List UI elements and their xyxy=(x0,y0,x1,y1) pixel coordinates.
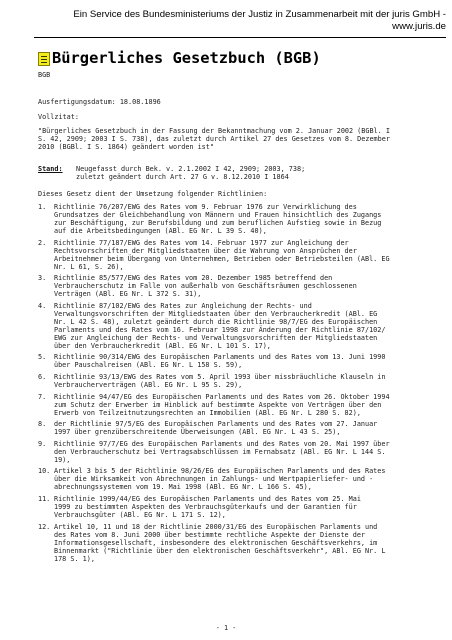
list-item-line: Grundsatzes der Gleichbehandlung von Männern und Frauen hinsichtlich des Zugangs xyxy=(54,211,382,219)
stand-text xyxy=(76,165,305,181)
page-header xyxy=(40,9,446,33)
list-item-line: Nr. L 42 S. 48), zuletzt geändert durch die Richtlinie 98/7/EG des Europäischen xyxy=(54,317,378,326)
list-item xyxy=(38,420,448,436)
header-url[interactable]: www.juris.de xyxy=(392,21,446,32)
list-item-line: der Richtlinie 97/5/EG des Europäischen Parlaments und des Rates vom 27. Januar xyxy=(54,420,378,429)
vollzitat-line: S. 42, 2909; 2003 I S. 738), das zuletzt durch Artikel 27 des Gesetzes vom 8. Dezember xyxy=(38,135,390,143)
execution-date: Ausfertigungsdatum: 18.08.1896 xyxy=(38,98,161,106)
list-item-number: 7. xyxy=(38,392,47,401)
list-item-line: Richtlinie 1999/44/EG des Europäischen Parlaments und des Rates vom 25. Mai xyxy=(54,494,361,503)
vollzitat-line: 2010 (BGBl. I S. 1864) geändert worden ist" xyxy=(38,143,214,151)
list-item-number: 10. xyxy=(38,467,51,476)
list-item-line: 1997 über grenzüberschreitende Überweisungen (ABl. EG Nr. L 43 S. 25), xyxy=(54,428,341,437)
list-item-number: 11. xyxy=(38,494,51,503)
list-item-number: 1. xyxy=(38,203,47,211)
list-item xyxy=(38,353,448,369)
list-item-number: 8. xyxy=(38,420,47,429)
list-item-line: Richtlinie 90/314/EWG des Europäischen Parlaments und des Rates vom 13. Juni 1990 xyxy=(54,353,386,362)
list-item-number: 5. xyxy=(38,353,47,362)
list-item-line: Erwerb von Teilzeitnutzungsrechten an Immobilien (ABl. EG Nr. L 280 S. 82), xyxy=(54,408,361,417)
list-item-line: Arbeitnehmer beim Übergang von Unternehmen, Betrieben oder Betriebsteilen (ABl. EG xyxy=(54,254,390,263)
page-title: Bürgerliches Gesetzbuch (BGB) xyxy=(52,49,321,67)
list-item-line: Rechtsvorschriften der Mitgliedstaaten über die Wahrung von Ansprüchen der xyxy=(54,246,357,255)
vollzitat-label: Vollzitat: xyxy=(38,113,79,121)
page-number: - 1 - xyxy=(215,624,237,632)
list-item-line: auf die Arbeitsbedingungen (ABl. EG Nr. L 39 S. 40), xyxy=(54,227,267,235)
intro-text: Dieses Gesetz dient der Umsetzung folgender Richtlinien: xyxy=(38,190,268,198)
list-item-line: Verbraucherverträgen (ABl. EG Nr. L 95 S. 29), xyxy=(54,380,243,389)
vollzitat-line: "Bürgerliches Gesetzbuch in der Fassung der Bekanntmachung vom 2. Januar 2002 (BGBl. I xyxy=(38,127,390,135)
list-item-line: Richtlinie 76/207/EWG des Rates vom 9. Februar 1976 zur Verwirklichung des xyxy=(54,203,357,211)
list-item-line: Binnenmarkt ("Richtlinie über den elektronischen Geschäftsverkehr", ABl. EG Nr. L xyxy=(54,546,386,555)
list-item-line: Richtlinie 87/102/EWG des Rates zur Angleichung der Rechts- und xyxy=(54,301,312,310)
list-item-line: EWG zur Angleichung der Rechts- und Verwaltungsvorschriften der Mitgliedstaaten xyxy=(54,333,378,342)
list-item-line: den Verbraucherschutz bei Vertragsabschlüssen im Fernabsatz (ABl. EG Nr. L 144 S. xyxy=(54,447,386,456)
vollzitat-text xyxy=(38,127,444,151)
list-item xyxy=(38,274,448,298)
list-item-line: zum Schutz der Erwerber im Hinblick auf bestimmte Aspekte von Verträgen über den xyxy=(54,400,382,409)
list-item xyxy=(38,373,448,389)
list-item-line: Verbrauchsgüter (ABl. EG Nr. L 171 S. 12), xyxy=(54,510,226,519)
list-item-line: des Rates vom 8. Juni 2000 über bestimmte rechtliche Aspekte der Dienste der xyxy=(54,530,365,539)
list-item-line: Verwaltungsvorschriften der Mitgliedstaaten über den Verbraucherkredit (ABl. EG xyxy=(54,309,378,318)
list-item-line: Artikel 3 bis 5 der Richtlinie 98/26/EG des Europäischen Parlaments und des Rates xyxy=(54,467,386,476)
list-item xyxy=(38,203,448,235)
directive-list xyxy=(38,203,448,566)
stand-line: zuletzt geändert durch Art. 27 G v. 8.12.2010 I 1864 xyxy=(76,173,289,181)
list-item-number: 4. xyxy=(38,301,47,310)
list-item xyxy=(38,495,448,519)
list-item-number: 3. xyxy=(38,274,47,283)
list-item-line: Richtlinie 97/7/EG des Europäischen Parlaments und des Rates vom 20. Mai 1997 über xyxy=(54,439,390,448)
header-service-line: Ein Service des Bundesministeriums der Justiz in Zusammenarbeit mit der juris GmbH - xyxy=(73,9,446,20)
list-item-number: 6. xyxy=(38,372,47,381)
list-item xyxy=(38,523,448,563)
header-divider xyxy=(34,37,446,38)
list-item-number: 2. xyxy=(38,238,47,247)
stand-label: Stand: xyxy=(38,165,63,173)
list-item xyxy=(38,440,448,464)
list-item xyxy=(38,467,448,491)
list-item xyxy=(38,393,448,417)
list-item-line: Richtlinie 94/47/EG des Europäischen Parlaments und des Rates vom 26. Oktober 1994 xyxy=(54,392,390,401)
list-item-line: 178 S. 1), xyxy=(54,554,95,563)
list-item-line: Richtlinie 93/13/EWG des Rates vom 5. April 1993 über missbräuchliche Klauseln in xyxy=(54,372,386,381)
stand-line: Neugefasst durch Bek. v. 2.1.2002 I 42, 2909; 2003, 738; xyxy=(76,165,306,173)
list-item-line: Informationsgesellschaft, insbesondere des elektronischen Geschäftsverkehrs, im xyxy=(54,538,378,547)
list-item-line: Verträgen (ABl. EG Nr. L 372 S. 31), xyxy=(54,290,202,299)
abbreviation: BGB xyxy=(38,71,51,79)
list-item-line: 19), xyxy=(54,455,71,464)
list-item-line: abrechnungssystemen vom 19. Mai 1998 (ABl. EG Nr. L 166 S. 45), xyxy=(54,483,312,492)
list-item-line: zur Beschäftigung, zur Berufsbildung und zum beruflichen Aufstieg sowie in Bezug xyxy=(54,219,382,227)
list-item-line: 1999 zu bestimmten Aspekten des Verbrauchsgüterkaufs und der Garantien für xyxy=(54,502,357,511)
list-item-line: Richtlinie 77/187/EWG des Rates vom 14. Februar 1977 zur Angleichung der xyxy=(54,238,349,247)
list-item-line: Nr. L 61, S. 26), xyxy=(54,262,124,271)
list-item-line: über die Wirksamkeit von Abrechnungen in Zahlungs- und Wertpapierliefer- und - xyxy=(54,475,374,484)
list-item-number: 12. xyxy=(38,522,51,531)
document-icon xyxy=(38,52,50,66)
list-item-line: über den Verbraucherkredit (ABl. EG Nr. L 101 S. 17), xyxy=(54,341,271,350)
list-item xyxy=(38,239,448,271)
list-item xyxy=(38,302,448,350)
list-item-line: Artikel 10, 11 und 18 der Richtlinie 2000/31/EG des Europäischen Parlaments und xyxy=(54,522,378,531)
list-item-line: Verbraucherschutz im Falle von außerhalb von Geschäftsräumen geschlossenen xyxy=(54,282,357,291)
list-item-line: über Pauschalreisen (ABl. EG Nr. L 158 S. 59), xyxy=(54,361,243,370)
list-item-number: 9. xyxy=(38,439,47,448)
list-item-line: Parlaments und des Rates vom 16. Februar 1998 zur Änderung der Richtlinie 87/102/ xyxy=(54,325,386,334)
list-item-line: Richtlinie 85/577/EWG des Rates vom 20. Dezember 1985 betreffend den xyxy=(54,274,333,283)
